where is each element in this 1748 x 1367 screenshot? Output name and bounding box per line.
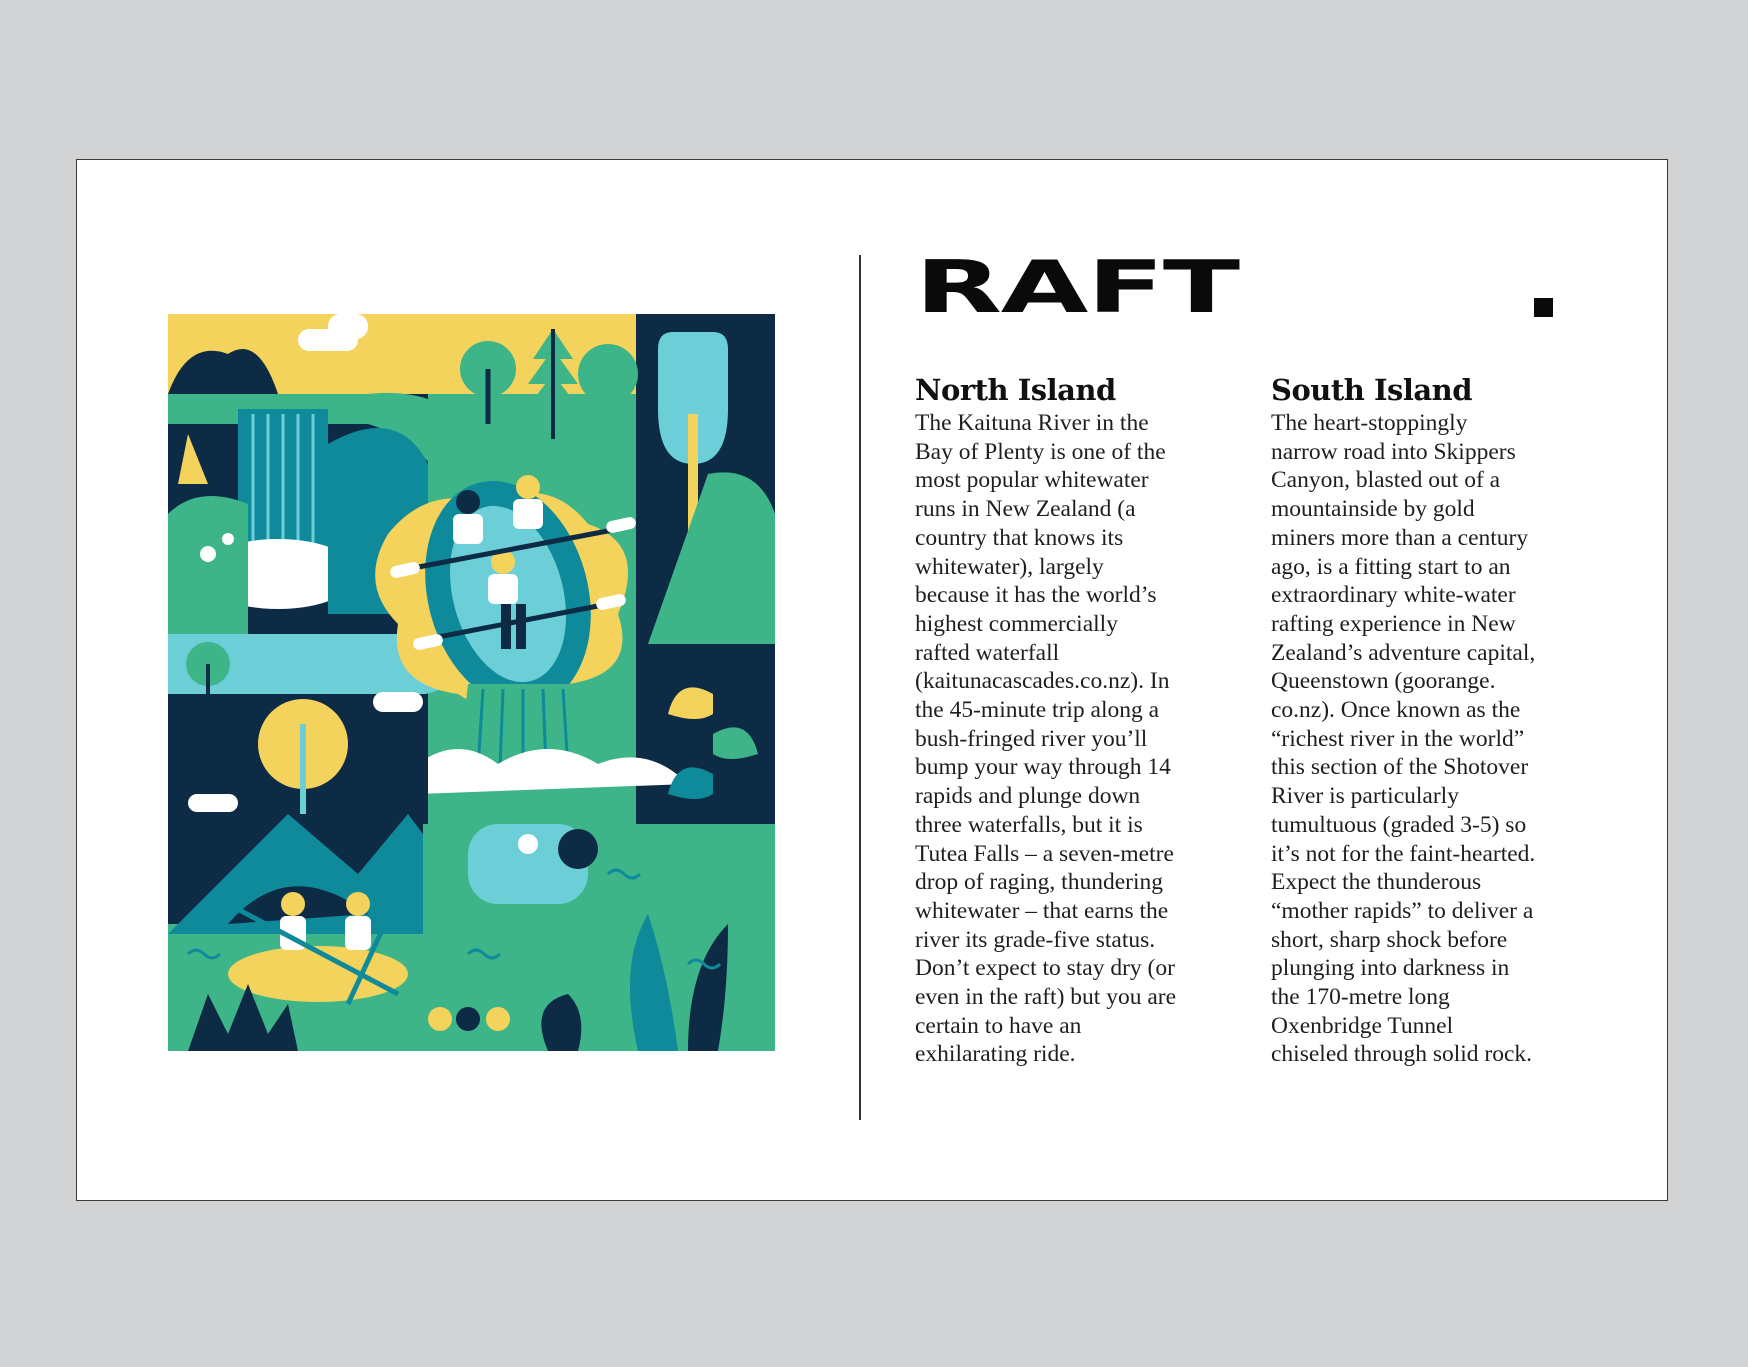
rafting-illustration [168, 314, 775, 1051]
north-island-heading: North Island [915, 373, 1116, 407]
magazine-page [76, 159, 1668, 1201]
section-title: RAFT [915, 245, 1239, 330]
north-island-body: The Kaituna River in the Bay of Plenty is one of the most popular whitewater runs in New Zealand (a country that knows its whitewater), largely because it has the world’s highest commercially rafted waterfall (kaitunacascades.co.nz). In the 45-minute trip along a bush-fringed river you’ll bump your way through 14 rapids and plunge down three waterfalls, but it is Tutea Falls – a seven-metre drop of raging, thundering whitewater – that earns the river its grade-five status. Don’t expect to stay dry (or even in the raft) but you are certain to have an exhilarating ride. [915, 410, 1177, 1068]
column-divider [859, 255, 861, 1120]
south-island-column [1271, 373, 1571, 1069]
title-dot-mark [1534, 298, 1553, 317]
south-island-heading: South Island [1271, 373, 1473, 407]
north-island-column [915, 373, 1215, 1069]
south-island-body: The heart-stoppingly narrow road into Skippers Canyon, blasted out of a mountainside by gold miners more than a century ago, is a fitting start to an extraordinary white-water rafting experience in New Zealand’s adventure capital, Queenstown (goorange. co.nz). Once known as the “richest river in the world” this section of the Shotover River is particularly tumultuous (graded 3-5) so it’s not for the faint-hearted. Expect the thunderous “mother rapids” to deliver a short, sharp shock before plunging into darkness in the 170-metre long Oxenbridge Tunnel chiseled through solid rock. [1271, 410, 1536, 1068]
